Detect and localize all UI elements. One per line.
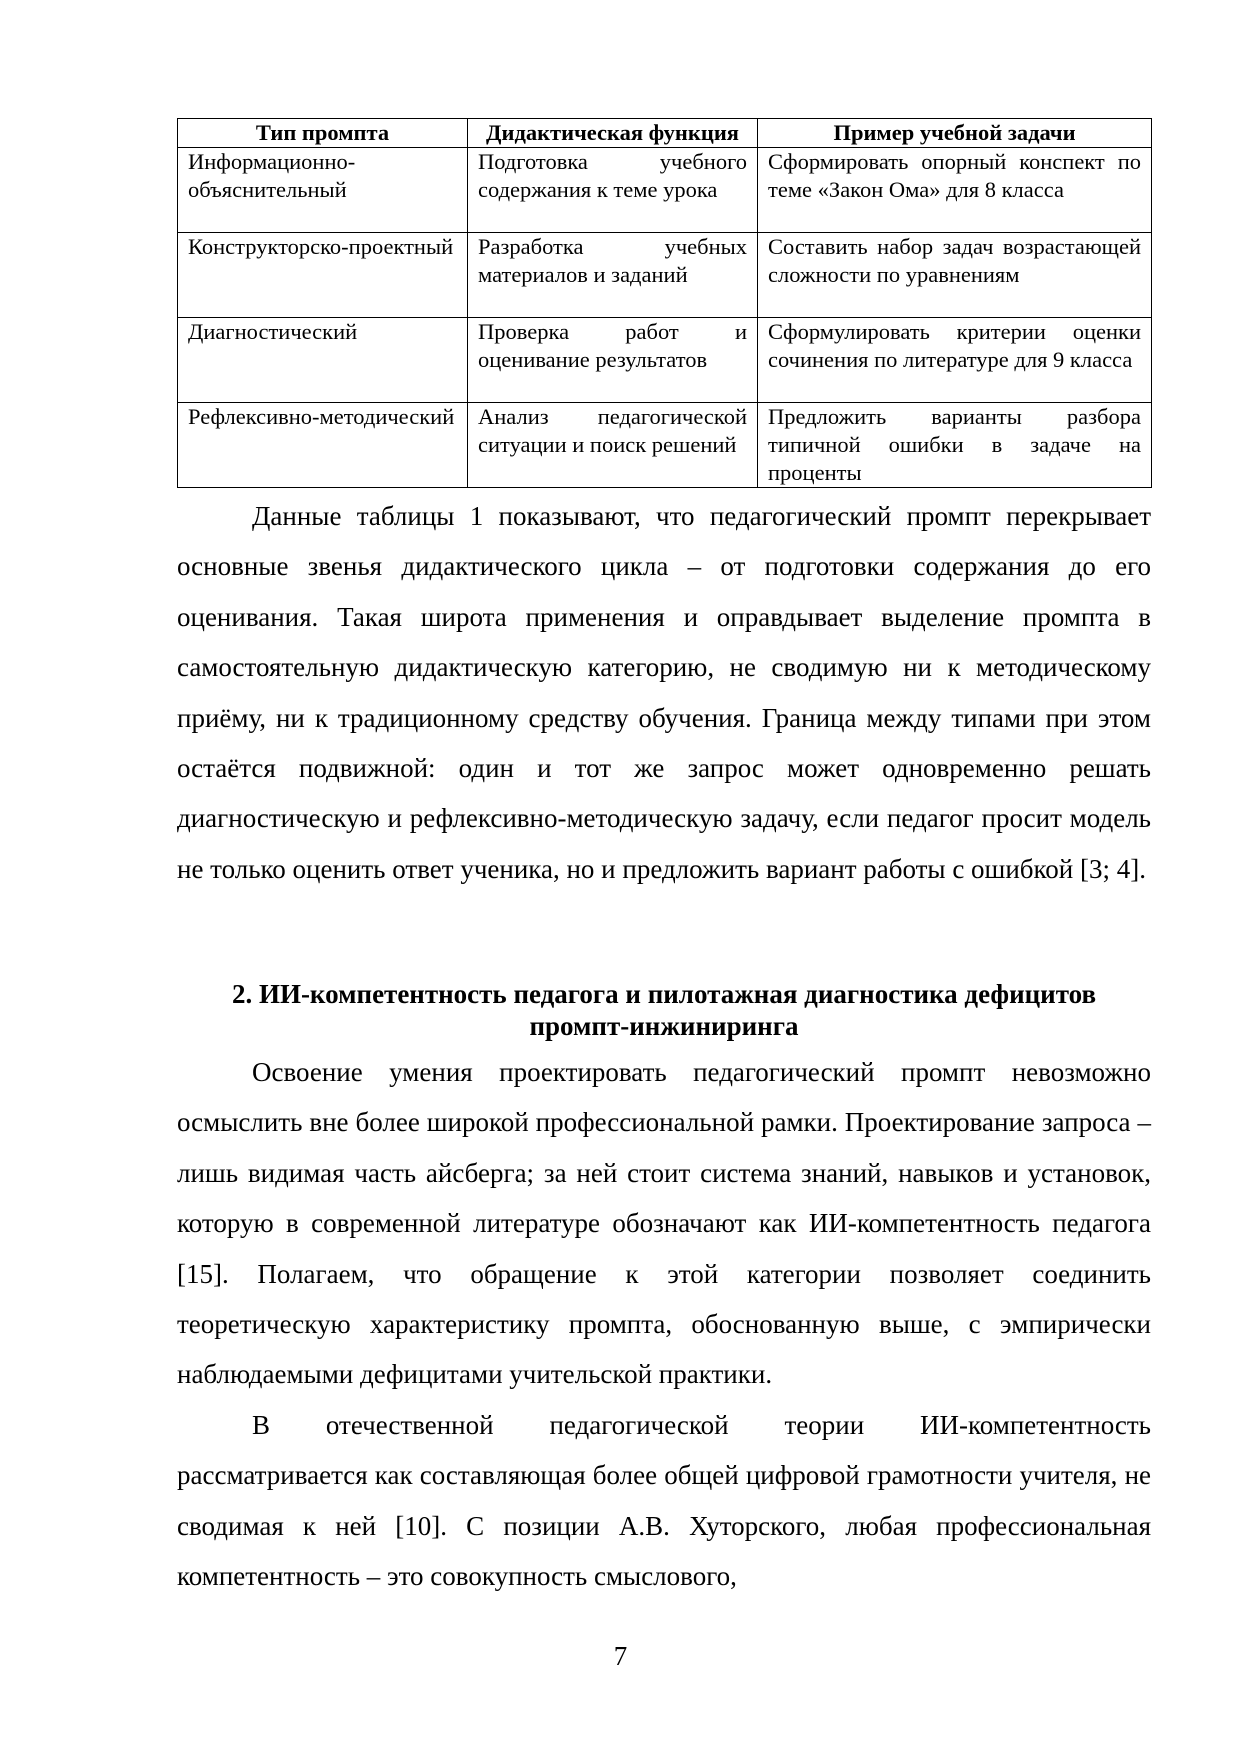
table-cell-function: Подготовка учебного содержания к теме урока xyxy=(468,148,758,233)
table-row xyxy=(178,318,1152,403)
table-cell-example: Сформулировать критерии оценки сочинения по литературе для 9 класса xyxy=(758,318,1152,403)
body-paragraph: В отечественной педагогической теории ИИ-компетентность рассматривается как составляющая более общей цифровой грамотности учителя, не сводимая к ней [10]. С позиции А.В. Хуторского, любая профессиональная компетентность – это совокупность смыслового, xyxy=(177,1410,1151,1592)
section-heading-line: 2. ИИ-компетентность педагога и пилотажная диагностика дефицитов xyxy=(231,979,1097,1009)
table-header-cell: Дидактическая функция xyxy=(468,119,758,148)
table-cell-function: Проверка работ и оценивание результатов xyxy=(468,318,758,403)
table-cell-type: Конструкторско-проектный xyxy=(178,233,468,318)
table-cell-type: Рефлексивно-методический xyxy=(178,403,468,488)
table-row xyxy=(178,233,1152,318)
table-header-cell: Тип промпта xyxy=(178,119,468,148)
table-cell-example: Предложить варианты разбора типичной ошибки в задаче на проценты xyxy=(758,403,1152,488)
body-paragraph: Данные таблицы 1 показывают, что педагогический промпт перекрывает основные звенья дидактического цикла – от подготовки содержания до его оценивания. Такая широта применения и оправдывает выделение промпта в самостоятельную дидактическую категорию, не сводимую ни к методическому приёму, ни к традиционному средству обучения. Граница между типами при этом остаётся подвижной: один и тот же запрос может одновременно решать диагностическую и рефлексивно-методическую задачу, если педагог просит модель не только оценить ответ ученика, но и предложить вариант работы с ошибкой [3; 4]. xyxy=(177,501,1151,884)
section-heading-line: промпт-инжиниринга xyxy=(529,1011,799,1041)
table-header-row xyxy=(178,119,1152,148)
table-row xyxy=(178,148,1152,233)
table-row xyxy=(178,403,1152,488)
table-cell-function: Разработка учебных материалов и заданий xyxy=(468,233,758,318)
table-cell-function: Анализ педагогической ситуации и поиск решений xyxy=(468,403,758,488)
section-heading xyxy=(177,978,1151,1042)
table-cell-example: Сформировать опорный конспект по теме «Закон Ома» для 8 класса xyxy=(758,148,1152,233)
table-header-cell: Пример учебной задачи xyxy=(758,119,1152,148)
table-cell-type: Диагностический xyxy=(178,318,468,403)
table-cell-example: Составить набор задач возрастающей сложности по уравнениям xyxy=(758,233,1152,318)
prompt-types-table xyxy=(177,118,1152,488)
table-cell-type: Информационно-объяснительный xyxy=(178,148,468,233)
body-paragraph: Освоение умения проектировать педагогический промпт невозможно осмыслить вне более широкой профессиональной рамки. Проектирование запроса – лишь видимая часть айсберга; за ней стоит система знаний, навыков и установок, которую в современной литературе обозначают как ИИ-компетентность педагога [15]. Полагаем, что обращение к этой категории позволяет соединить теоретическую характеристику промпта, обоснованную выше, с эмпирически наблюдаемыми дефицитами учительской практики. xyxy=(177,1057,1151,1390)
page-number: 7 xyxy=(613,1641,628,1671)
